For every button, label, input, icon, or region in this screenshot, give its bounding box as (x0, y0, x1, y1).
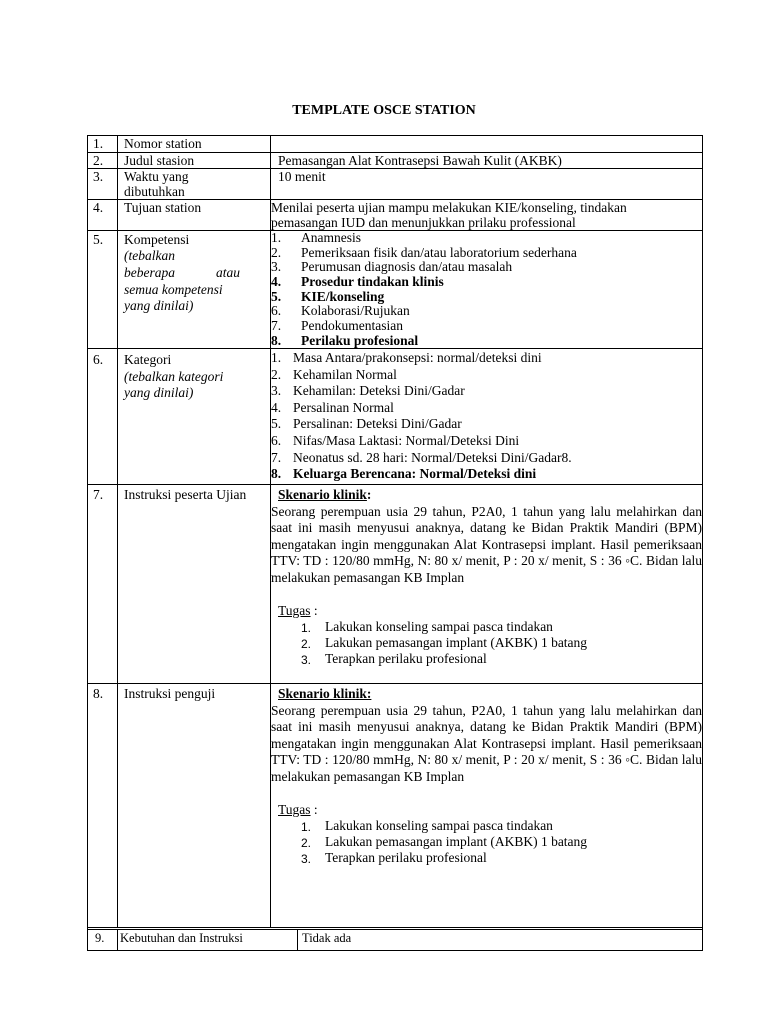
competency-text: Pemeriksaan fisik dan/atau laboratorium sederhana (301, 244, 577, 260)
row-label: Kompetensi (124, 232, 190, 247)
competency-text: Prosedur tindakan klinis (301, 274, 444, 290)
row-label: Judul stasion (124, 153, 195, 168)
row-label: Waktu yang (124, 169, 189, 184)
competency-note (124, 265, 240, 280)
list-item (271, 433, 701, 450)
row-number: 5. (93, 232, 104, 247)
list-item (271, 260, 701, 275)
tasks-colon: : (310, 801, 318, 817)
task-item (271, 619, 702, 635)
tasks-heading (271, 603, 702, 620)
list-item (271, 466, 701, 483)
item-number: 7. (271, 318, 282, 334)
examiner-instruction (271, 686, 702, 866)
item-number: 3. (301, 653, 312, 668)
task-item (271, 834, 702, 850)
competency-text: Perilaku profesional (301, 332, 419, 348)
tasks-label: Tugas (278, 602, 311, 618)
list-item (271, 304, 701, 319)
row-label: Kebutuhan dan Instruksi (120, 931, 243, 945)
table-border-left (87, 135, 88, 950)
list-item (271, 290, 701, 305)
competency-text: Anamnesis (301, 230, 361, 245)
tasks-colon: : (310, 602, 318, 618)
scenario-heading (271, 487, 702, 504)
column-divider (297, 929, 298, 950)
list-item (271, 334, 701, 349)
list-item (271, 231, 701, 246)
category-text: Nifas/Masa Laktasi: Normal/Deteksi Dini (293, 432, 520, 448)
task-item (271, 635, 702, 651)
duration-value: 10 menit (278, 169, 326, 184)
item-number: 4. (271, 274, 282, 290)
task-text: Lakukan pemasangan implant (AKBK) 1 batang (325, 834, 588, 850)
task-item (271, 818, 702, 834)
item-number: 3. (271, 383, 282, 399)
row-number: 4. (93, 200, 104, 215)
row-divider (87, 484, 703, 485)
item-number: 1. (301, 621, 312, 636)
participant-instruction (271, 487, 702, 667)
scenario-heading-text: Skenario klinik (278, 487, 367, 502)
task-item (271, 850, 702, 866)
task-text: Terapkan perilaku profesional (325, 850, 487, 866)
task-item (271, 651, 702, 667)
requirements-value: Tidak ada (302, 931, 352, 945)
category-text: Masa Antara/prakonsepsi: normal/deteksi dini (293, 350, 542, 365)
item-number: 3. (271, 259, 282, 275)
table-border-right (702, 135, 703, 950)
item-number: 6. (271, 303, 282, 319)
task-text: Lakukan pemasangan implant (AKBK) 1 batang (325, 635, 588, 651)
competency-note-word: beberapa (124, 265, 175, 280)
row-divider (87, 929, 703, 930)
list-item (271, 350, 701, 367)
scenario-heading: Skenario klinik: (278, 686, 372, 701)
document-title: TEMPLATE OSCE STATION (292, 103, 476, 118)
category-text: Keluarga Berencana: Normal/Deteksi dini (293, 466, 537, 482)
category-note: (tebalkan kategori (124, 369, 224, 384)
list-item (271, 450, 701, 467)
category-list (271, 350, 701, 483)
list-item (271, 400, 701, 417)
item-number: 1. (271, 230, 282, 245)
category-text: Persalinan Normal (293, 399, 394, 415)
list-item (271, 383, 701, 400)
tasks-heading (271, 802, 702, 819)
spacer (271, 786, 702, 802)
item-number: 1. (301, 820, 312, 835)
item-number: 2. (301, 836, 312, 851)
scenario-heading-colon: : (366, 487, 372, 502)
row-label: Instruksi peserta Ujian (124, 487, 247, 502)
competency-note: semua kompetensi (124, 282, 223, 297)
row-divider (87, 683, 703, 684)
table-border-bottom (87, 950, 703, 951)
row-number: 3. (93, 169, 104, 184)
category-note: yang dinilai) (124, 385, 194, 400)
competency-text: Kolaborasi/Rujukan (301, 303, 410, 319)
row-label: dibutuhkan (124, 184, 185, 199)
row-label: Instruksi penguji (124, 686, 216, 701)
row-label: Nomor station (124, 136, 202, 151)
task-text: Lakukan konseling sampai pasca tindakan (325, 818, 553, 834)
item-number: 5. (271, 416, 282, 432)
list-item (271, 367, 701, 384)
row-number: 9. (95, 931, 105, 945)
category-text: Kehamilan Normal (293, 366, 397, 382)
item-number: 7. (271, 449, 282, 465)
item-number: 2. (271, 366, 282, 382)
scenario-text: Seorang perempuan usia 29 tahun, P2A0, 1 tahun yang lalu melahirkan dan saat ini masih menyusui anaknya, datang ke Bidan Praktik Mandiri (BPM) mengatakan ingin menggunakan Alat Kontrasepsi implant. Hasil pemeriksaan TTV: TD : 120/80 mmHg, N: 80 x/ menit, P : 20 x/ menit, S : 36 ◦C. Bidan lalu melakukan pemasangan KB Implan (271, 503, 702, 585)
item-number: 6. (271, 432, 282, 448)
row-number: 6. (93, 352, 104, 367)
competency-text: Perumusan diagnosis dan/atau masalah (301, 259, 513, 275)
row-number: 2. (93, 153, 104, 168)
list-item (271, 246, 701, 261)
item-number: 2. (301, 637, 312, 652)
competency-note: yang dinilai) (124, 298, 194, 313)
task-text: Lakukan konseling sampai pasca tindakan (325, 619, 553, 635)
column-divider (117, 929, 118, 950)
row-label: Kategori (124, 352, 172, 367)
station-title-value: Pemasangan Alat Kontrasepsi Bawah Kulit (AKBK) (278, 153, 562, 168)
item-number: 4. (271, 399, 282, 415)
item-number: 3. (301, 852, 312, 867)
spacer (271, 587, 702, 603)
competency-note-word: atau (215, 265, 240, 280)
competency-note: (tebalkan (124, 248, 175, 263)
list-item (271, 275, 701, 290)
competency-text: KIE/konseling (301, 288, 385, 304)
item-number: 5. (271, 288, 282, 304)
competency-list (271, 231, 701, 349)
item-number: 8. (271, 332, 282, 348)
station-goal-text: Menilai peserta ujian mampu melakukan KIE/konseling, tindakan (271, 200, 627, 215)
competency-text: Pendokumentasian (301, 318, 403, 334)
item-number: 8. (271, 466, 282, 482)
category-text: Persalinan: Deteksi Dini/Gadar (293, 416, 462, 432)
tasks-label: Tugas (278, 801, 311, 817)
category-text: Neonatus sd. 28 hari: Normal/Deteksi Dini/Gadar8. (293, 449, 572, 465)
row-number: 8. (93, 686, 104, 701)
row-divider (87, 927, 703, 928)
list-item (271, 319, 701, 334)
category-text: Kehamilan: Deteksi Dini/Gadar (293, 383, 465, 399)
item-number: 2. (271, 244, 282, 260)
scenario-text: Seorang perempuan usia 29 tahun, P2A0, 1 tahun yang lalu melahirkan dan saat ini masih menyusui anaknya, datang ke Bidan Praktik Mandiri (BPM) mengatakan ingin menggunakan Alat Kontrasepsi implant. Hasil pemeriksaan TTV: TD : 120/80 mmHg, N: 80 x/ menit, P : 20 x/ menit, S : 36 ◦C. Bidan lalu melakukan pemasangan KB Implan (271, 702, 702, 784)
row-number: 7. (93, 487, 104, 502)
list-item (271, 416, 701, 433)
item-number: 1. (271, 350, 282, 365)
column-divider (117, 135, 118, 928)
task-text: Terapkan perilaku profesional (325, 651, 487, 667)
row-number: 1. (93, 136, 104, 151)
station-goal-text: pemasangan IUD dan menunjukkan prilaku professional (271, 215, 576, 230)
row-label: Tujuan station (124, 200, 202, 215)
